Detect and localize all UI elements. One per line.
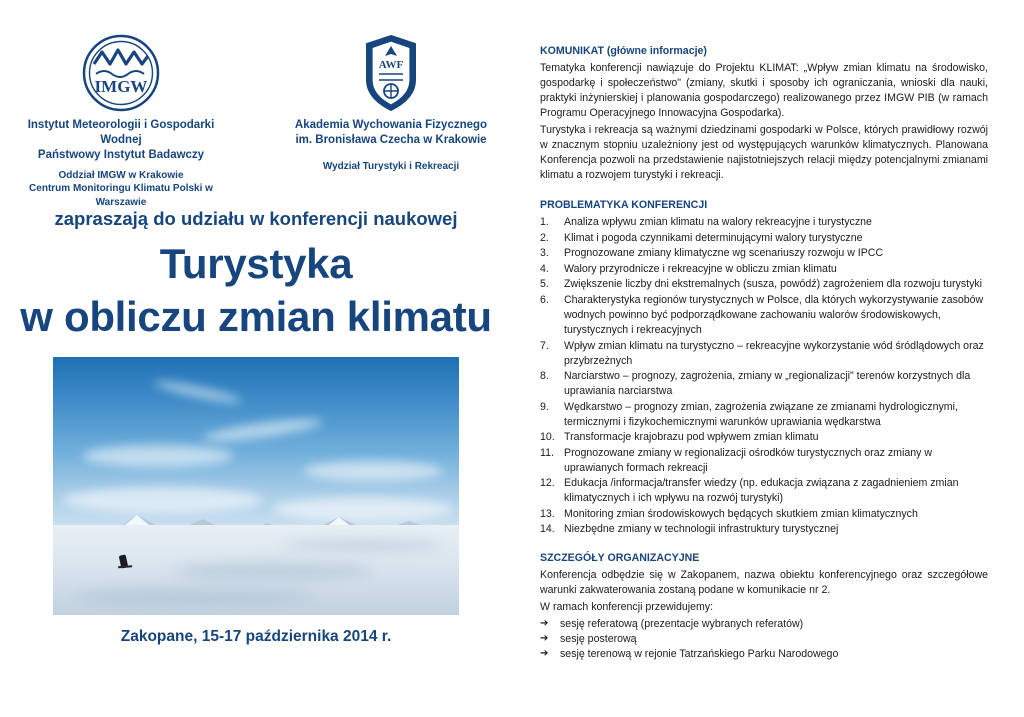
imgw-logo-icon [82, 34, 160, 112]
svg-text:AWF: AWF [378, 59, 404, 71]
list-item: Prognozowane zmiany w regionalizacji ośrodków turystycznych oraz zmiany w uprawianych formach rekreacji [564, 446, 932, 474]
list-item: Charakterystyka regionów turystycznych w Polsce, dla których wykorzystywanie zasobów wodnych powinno być podporządkowane zachowaniu walorów środowiskowych, turystycznych i rekreacyjnych [564, 293, 984, 337]
invitation-text: zapraszają do udziału w konferencji naukowej [54, 208, 458, 229]
cloud-shape [83, 445, 233, 467]
section-heading-problematyka: PROBLEMATYKA KONFERENCJI [540, 199, 708, 212]
list-item: Wędkarstwo – prognozy zmian, zagrożenia związane ze zmianami hydrologicznymi, termicznymi i fizykochemicznymi warunków uprawiania wędkarstwa [564, 400, 958, 428]
list-item: Niezbędne zmiany w technologii infrastruktury turystycznej [564, 523, 839, 536]
place-and-date: Zakopane, 15-17 października 2014 r. [120, 628, 392, 645]
list-item: Zwiększenie liczby dni ekstremalnych (susza, powódź) zagrożeniem dla rozwoju turystyki [564, 278, 983, 291]
list-item: Klimat i pogoda czynnikami determinującymi walory turystyczne [564, 231, 863, 244]
awf-sub [291, 160, 491, 174]
komunikat-paragraph-2: Turystyka i rekreacja są ważnymi dziedzinami gospodarki w Polsce, których prawidłowy rozwój w znacznym stopniu uzależniony jest od występujących warunków klimatycznych. Planowana Konferencja pozwoli na przedstawienie najistotniejszych relacji między potencjalnymi zmianami klimatu a rozwojem turystyki i rekreacji. [540, 124, 988, 182]
problems-list [540, 215, 988, 537]
imgw-name-line2: Państwowy Instytut Badawczy [37, 149, 205, 162]
awf-sub-line1: Wydział Turystyki i Rekreacji [322, 161, 460, 173]
organizers-logos [0, 34, 512, 209]
list-item: Edukacja /informacja/transfer wiedzy (np. edukacja związana z zagadnieniem zmian klimatycznych i ich wpływu na rozwój turystyki) [564, 477, 959, 505]
list-item: Prognozowane zmiany klimatyczne wg scenariuszy rozwoju w IPCC [564, 247, 884, 260]
imgw-name-line1: Instytut Meteorologii i Gospodarki Wodnej [27, 119, 215, 147]
imgw-sub [21, 169, 221, 210]
list-item: Monitoring zmian środowiskowych będących skutkiem zmian klimatycznych [564, 507, 918, 520]
right-column [540, 44, 988, 662]
snow-shadow [173, 562, 373, 580]
list-item: ➔ sesję posterową [540, 632, 988, 647]
title-line-2: w obliczu zmian klimatu [20, 292, 492, 340]
snow-shadow [283, 539, 443, 551]
awf-name-line2: im. Bronisława Czecha w Krakowie [295, 134, 487, 147]
szczegoly-paragraph-2: W ramach konferencji przewidujemy: [540, 601, 714, 614]
sessions-list [540, 617, 988, 662]
list-item: ➔ sesję referatową (prezentacje wybranych referatów) [540, 617, 988, 632]
szczegoly-paragraph-1: Konferencja odbędzie się w Zakopanem, nazwa obiektu konferencyjnego oraz szczegółowe warunki zakwaterowania zostaną podane w komunikacie nr 2. [540, 569, 988, 597]
svg-text:IMGW: IMGW [94, 77, 148, 96]
list-item: Walory przyrodnicze i rekreacyjne w obliczu zmian klimatu [564, 262, 837, 275]
organizer-awf [291, 34, 491, 209]
section-heading-komunikat: KOMUNIKAT (główne informacje) [540, 45, 707, 57]
list-item: ➔ sesję terenową w rejonie Tatrzańskiego Parku Narodowego [540, 647, 988, 662]
page-title [0, 238, 512, 343]
spacer [540, 185, 988, 198]
awf-name [291, 118, 491, 148]
komunikat-paragraph-1: Tematyka konferencji nawiązuje do Projektu KLIMAT: „Wpływ zmian klimatu na środowisko, gospodarkę i społeczeństwo" (zmiany, skutki i sposoby ich ograniczania, wnioski dla nauki, praktyki inżynierskiej i planowania gospodarczego) realizowanego przez IMGW PIB (w ramach Programu Operacyjnego Innowacyjna Gospodarka). [540, 62, 988, 120]
imgw-sub-line2: Centrum Monitoringu Klimatu Polski w Warszawie [29, 183, 213, 208]
spacer [540, 538, 988, 551]
cloud-shape [303, 461, 443, 481]
list-item: Transformacje krajobrazu pod wpływem zmian klimatu [564, 431, 819, 444]
awf-crest-icon [363, 34, 419, 112]
imgw-name [21, 118, 221, 164]
imgw-sub-line1: Oddział IMGW w Krakowie [58, 169, 184, 181]
organizer-imgw [21, 34, 221, 209]
snow-shadow [73, 589, 313, 605]
title-line-1: Turystyka [159, 240, 353, 287]
awf-name-line1: Akademia Wychowania Fizycznego [294, 119, 488, 131]
section-heading-szczegoly: SZCZEGÓŁY ORGANIZACYJNE [540, 551, 700, 564]
conference-photo [53, 357, 459, 615]
list-item: Narciarstwo – prognozy, zagrożenia, zmiany w „regionalizacji" terenów korzystnych dla uprawiania narciarstwa [564, 370, 971, 398]
list-item: Wpływ zmian klimatu na turystyczno – rekreacyjne wykorzystanie wód śródlądowych oraz przybrzeżnych [564, 339, 984, 367]
list-item: Analiza wpływu zmian klimatu na walory rekreacyjne i turystyczne [564, 216, 872, 229]
